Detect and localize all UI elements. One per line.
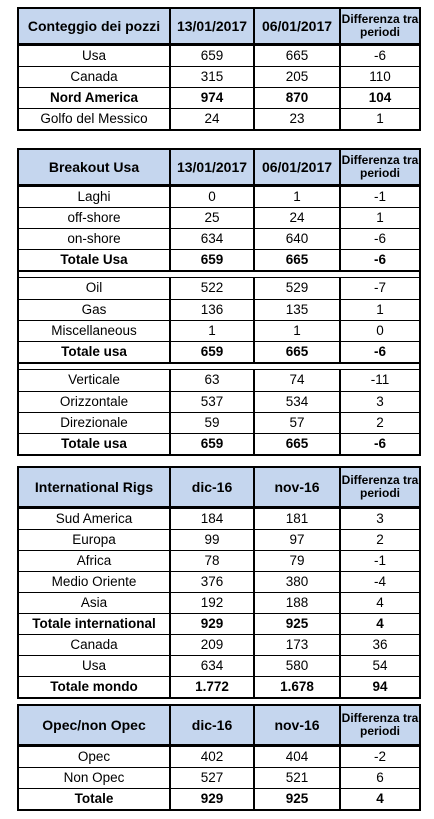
table-cell: -6 [339, 434, 419, 454]
table-row [19, 207, 419, 228]
table-cell: 925 [253, 789, 339, 809]
table-cell: 136 [169, 300, 253, 320]
table-cell: 59 [169, 413, 253, 433]
table-row-total [19, 676, 419, 697]
table-cell: Gas [81, 301, 107, 317]
table-header [19, 706, 419, 746]
table-cell: Totale [74, 790, 114, 806]
table-cell: 665 [253, 342, 339, 362]
section-separator [19, 270, 419, 278]
table-row [19, 634, 419, 655]
table-cell: -7 [339, 278, 419, 299]
table-cell: 36 [339, 635, 419, 655]
table-cell: 380 [253, 572, 339, 592]
table-cell: 659 [169, 434, 253, 454]
table-cell: Nord America [49, 89, 139, 105]
table-cell: 527 [169, 768, 253, 788]
table-row [19, 571, 419, 592]
table-cell: 4 [339, 593, 419, 613]
table-cell: 97 [253, 530, 339, 550]
table-cell: 6 [339, 768, 419, 788]
table-cell: 404 [253, 747, 339, 767]
table-cell: 24 [169, 109, 253, 129]
header-cell: Breakout Usa [48, 158, 140, 175]
table-cell: 1 [339, 109, 419, 129]
header-cell: 13/01/2017 [169, 150, 253, 184]
table-cell: Usa [81, 47, 106, 63]
table-cell: 665 [253, 250, 339, 270]
table-cell: 181 [253, 509, 339, 529]
table-row [19, 299, 419, 320]
table-cell: Totale usa [61, 343, 127, 359]
table-cell: 104 [339, 88, 419, 108]
table-cell: 640 [253, 229, 339, 249]
table-cell: 3 [339, 509, 419, 529]
table-cell: 315 [169, 67, 253, 87]
table-row [19, 655, 419, 676]
header-cell: nov-16 [253, 468, 339, 506]
table-row [19, 412, 419, 433]
table-cell: Non Opec [63, 769, 125, 785]
table-cell: 205 [253, 67, 339, 87]
table-cell: 25 [169, 208, 253, 228]
table-cell: -6 [339, 342, 419, 362]
table-row [19, 45, 419, 66]
table-cell: 529 [253, 278, 339, 299]
table-row [19, 767, 419, 788]
table-cell: 135 [253, 300, 339, 320]
table-cell: 1 [339, 208, 419, 228]
table-row [19, 278, 419, 299]
header-cell: Opec/non Opec [42, 716, 146, 733]
table-cell: 376 [169, 572, 253, 592]
table-cell: -4 [339, 572, 419, 592]
table-header [19, 468, 419, 508]
table-cell: Orizzontale [59, 393, 129, 409]
table-row [19, 529, 419, 550]
table-cell: Europa [72, 531, 116, 547]
header-cell: Differenza tra periodi [339, 150, 419, 184]
table-cell: Laghi [77, 188, 111, 204]
table-cell: 1 [253, 321, 339, 341]
table-cell: Totale international [32, 615, 156, 631]
table-cell: -6 [339, 46, 419, 66]
table-cell: 99 [169, 530, 253, 550]
table-cell: 537 [169, 392, 253, 412]
table-cell: Canada [70, 68, 118, 84]
table-cell: on-shore [67, 230, 121, 246]
header-cell: dic-16 [169, 706, 253, 744]
header-cell: dic-16 [169, 468, 253, 506]
table-cell: 2 [339, 413, 419, 433]
table-breakout-usa [17, 148, 421, 456]
table-row-total [19, 788, 419, 809]
table-row [19, 186, 419, 207]
table-row [19, 66, 419, 87]
table-cell: 188 [253, 593, 339, 613]
table-row-total [19, 433, 419, 454]
table-cell: 4 [339, 614, 419, 634]
table-row-total [19, 87, 419, 108]
table-cell: 57 [253, 413, 339, 433]
table-row [19, 592, 419, 613]
table-cell: -6 [339, 229, 419, 249]
table-cell: off-shore [67, 209, 121, 225]
table-cell: 74 [253, 370, 339, 391]
table-row [19, 108, 419, 129]
table-cell: 173 [253, 635, 339, 655]
header-cell: 06/01/2017 [253, 9, 339, 43]
table-cell: Oil [85, 280, 103, 296]
table-cell: 659 [169, 46, 253, 66]
table-cell: 925 [253, 614, 339, 634]
table-cell: Verticale [68, 372, 120, 388]
table-row [19, 228, 419, 249]
table-cell: 665 [253, 46, 339, 66]
table-cell: 521 [253, 768, 339, 788]
table-cell: 402 [169, 747, 253, 767]
table-international-rigs [17, 466, 421, 699]
table-cell: 522 [169, 278, 253, 299]
table-cell: 192 [169, 593, 253, 613]
table-conteggio-pozzi [17, 7, 421, 131]
table-cell: -6 [339, 250, 419, 270]
table-cell: Totale Usa [60, 251, 128, 267]
table-cell: 634 [169, 656, 253, 676]
table-row [19, 550, 419, 571]
table-cell: 3 [339, 392, 419, 412]
header-cell: Differenza tra periodi [339, 9, 419, 43]
table-cell: Opec [77, 748, 111, 764]
table-cell: 110 [339, 67, 419, 87]
table-row [19, 746, 419, 767]
table-cell: 78 [169, 551, 253, 571]
table-cell: Miscellaneous [51, 322, 137, 338]
header-cell: Differenza tra periodi [339, 468, 419, 506]
table-cell: 1.678 [253, 677, 339, 697]
table-cell: 1 [339, 300, 419, 320]
table-cell: 974 [169, 88, 253, 108]
table-cell: 4 [339, 789, 419, 809]
table-cell: 1.772 [169, 677, 253, 697]
table-cell: 634 [169, 229, 253, 249]
table-cell: Canada [70, 636, 118, 652]
header-cell: Conteggio dei pozzi [27, 17, 161, 34]
table-row [19, 370, 419, 391]
table-cell: 1 [169, 321, 253, 341]
table-cell: -1 [339, 551, 419, 571]
header-cell: 06/01/2017 [253, 150, 339, 184]
table-cell: Sud America [55, 510, 133, 526]
header-cell: Differenza tra periodi [339, 706, 419, 744]
table-cell: 929 [169, 789, 253, 809]
table-header [19, 9, 419, 45]
table-row [19, 391, 419, 412]
table-cell: 184 [169, 509, 253, 529]
table-row [19, 320, 419, 341]
table-cell: 659 [169, 342, 253, 362]
table-row [19, 508, 419, 529]
table-cell: -1 [339, 187, 419, 207]
table-cell: Direzionale [60, 414, 128, 430]
table-cell: 0 [169, 187, 253, 207]
table-cell: 79 [253, 551, 339, 571]
header-cell: nov-16 [253, 706, 339, 744]
table-cell: 0 [339, 321, 419, 341]
table-cell: 659 [169, 250, 253, 270]
table-cell: Asia [80, 594, 108, 610]
table-cell: Usa [81, 657, 106, 673]
table-cell: 929 [169, 614, 253, 634]
table-cell: Africa [76, 552, 112, 568]
header-cell: 13/01/2017 [169, 9, 253, 43]
table-cell: -11 [339, 370, 419, 391]
table-cell: Totale usa [61, 435, 127, 451]
section-separator [19, 362, 419, 370]
table-cell: Totale mondo [50, 678, 138, 694]
table-header [19, 150, 419, 186]
table-cell: 24 [253, 208, 339, 228]
table-cell: 23 [253, 109, 339, 129]
table-cell: 54 [339, 656, 419, 676]
table-opec-non-opec [17, 704, 421, 811]
table-row-total [19, 613, 419, 634]
table-cell: 94 [339, 677, 419, 697]
table-cell: 1 [253, 187, 339, 207]
table-cell: -2 [339, 747, 419, 767]
table-cell: 870 [253, 88, 339, 108]
header-cell: International Rigs [34, 478, 154, 495]
table-cell: 63 [169, 370, 253, 391]
table-cell: 534 [253, 392, 339, 412]
table-cell: 580 [253, 656, 339, 676]
table-row-total [19, 341, 419, 362]
table-cell: 665 [253, 434, 339, 454]
table-cell: Golfo del Messico [40, 110, 148, 126]
table-cell: Medio Oriente [51, 573, 137, 589]
table-cell: 209 [169, 635, 253, 655]
table-row-total [19, 249, 419, 270]
table-cell: 2 [339, 530, 419, 550]
